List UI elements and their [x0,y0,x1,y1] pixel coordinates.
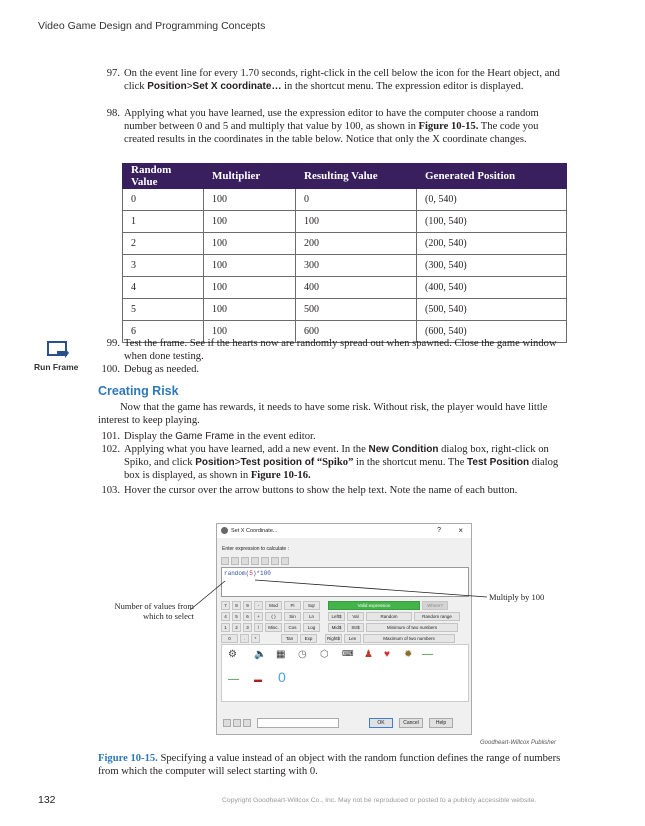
header-resulting-value: Resulting Value [296,164,417,189]
menu-set-x: Set X coordinate… [192,81,282,93]
header-random-value: Random Value [123,164,204,189]
key[interactable]: * [251,634,260,643]
key[interactable]: 8 [232,601,241,610]
key[interactable]: 3 [243,623,252,632]
gears-icon[interactable]: ⚙ [228,649,237,660]
step-number: 99. [106,338,120,349]
menu-position: Position [195,457,235,469]
text: Applying what you have learned, use the expression editor to have the computer choose a random number between 0 and 5 and multiply that value by 100, as shown in [124,108,539,133]
key[interactable]: Left$ [328,612,345,621]
key[interactable]: 0 [221,634,238,643]
cell: 100 [296,211,417,233]
where-button[interactable]: Where? [422,601,448,610]
text: Applying what you have learned, add a new event. In the [124,444,369,455]
speaker-icon[interactable]: 🔈 [254,649,267,660]
cell: (400, 540) [417,277,567,299]
create-object-icon[interactable]: ⬡ [320,649,329,660]
figure-ref: Figure 10-15. [418,121,479,133]
cell: (300, 540) [417,255,567,277]
score-icon[interactable]: ▬ [254,675,262,684]
text: dialog box, right-click on Spiko, and click [124,444,549,469]
key[interactable]: . [240,634,249,643]
cell: (600, 540) [417,321,567,343]
menu-separator: > [234,457,241,469]
cell: 100 [204,255,296,277]
ground-icon[interactable]: ‒‒ [422,649,434,660]
step-text: Test the frame. See if the hearts now are randomly spread out when spawned. Close the game window when done testing. [124,338,557,363]
cell: 1 [123,211,204,233]
cell: 5 [123,299,204,321]
figure-ref: Figure 10-16. [250,470,311,482]
key[interactable]: Exp [300,634,317,643]
text: in the event editor. [234,431,316,442]
expr-multiplier: )*100 [252,570,271,577]
key[interactable]: 1 [221,623,230,632]
copyright-notice: Copyright Goodheart-Willcox Co., Inc. May not be reproduced or posted to a publicly accessible website. [222,797,537,804]
text: in the shortcut menu. The [353,457,468,469]
dialog-name: Test Position [467,457,530,469]
key[interactable]: Val [347,612,364,621]
close-icon[interactable]: × [458,526,463,535]
cell: (200, 540) [417,233,567,255]
key[interactable]: 2 [232,623,241,632]
header-multiplier: Multiplier [204,164,296,189]
platform-icon[interactable]: ‒‒ [228,674,240,685]
dialog-name: New Condition [368,444,439,455]
callout-number-of-values: Number of values from which to select [114,601,194,621]
caption-text: Specifying a value instead of an object with the random function defines the range of numbers from which the computer will select starting with 0. [98,753,561,778]
expr-function: random( [224,570,250,577]
key[interactable]: Right$ [326,636,340,641]
keyboard-icon[interactable]: ⌨ [342,649,354,658]
figure-credit: Goodheart-Willcox Publisher [480,740,556,746]
text: Display the [124,431,176,442]
key[interactable]: Sin [284,612,301,621]
cell: 3 [123,255,204,277]
cell: 2 [123,233,204,255]
cell: 4 [123,277,204,299]
cell: 200 [296,233,417,255]
text: in the shortcut menu. The expression editor is displayed. [281,81,524,93]
cell: 100 [204,277,296,299]
menu-separator: > [186,81,193,93]
text: On the event line for every 1.70 seconds, right-click in the cell below the icon for the Heart object, and click [124,68,560,93]
step-text: Debug as needed. [124,364,200,375]
step-text: Hover the cursor over the arrow buttons to show the help text. Note the name of each button. [124,485,518,496]
key[interactable]: Tan [281,634,298,643]
key[interactable]: Len [344,634,361,643]
heart-icon[interactable]: ♥ [384,649,390,660]
running-head: Video Game Design and Programming Concepts [38,20,266,32]
key[interactable]: 5 [232,612,241,621]
cell: 100 [204,321,296,343]
key[interactable]: 9 [243,601,252,610]
cell: 100 [204,189,296,211]
cell: 400 [296,277,417,299]
key[interactable]: Cos [284,623,301,632]
key[interactable]: - [254,601,263,610]
key[interactable]: Ln [303,612,320,621]
frame-name: Game Frame [175,431,235,442]
key[interactable]: Str$ [347,623,364,632]
cancel-button[interactable]: Cancel [399,718,423,728]
cell: 100 [204,299,296,321]
callout-line-left [190,581,225,610]
header-generated-position: Generated Position [417,164,567,189]
text: dialog box is displayed, as shown in [124,457,559,482]
ok-button[interactable]: OK [369,718,393,728]
cell: 0 [296,189,417,211]
caption-label: Figure 10-15. [98,753,158,764]
cell: 6 [123,321,204,343]
counter-icon[interactable]: 0 [278,669,286,685]
section-title: Creating Risk [98,384,179,398]
random-button[interactable]: Random [366,612,412,621]
menu-position: Position [147,81,187,93]
minimum-button[interactable]: Minimum of two numbers [366,623,458,632]
key[interactable]: + [254,612,263,621]
step-number: 102. [101,444,120,455]
key[interactable]: 6 [243,612,252,621]
cell: (500, 540) [417,299,567,321]
valid-expression-indicator: Valid expression [328,601,420,610]
callout-line-right [255,580,487,597]
key[interactable]: 4 [221,612,230,621]
menu-test-position: Test position of [240,457,315,469]
cell: 100 [204,211,296,233]
key[interactable]: Misc. [265,623,282,632]
key[interactable]: Mod [265,601,282,610]
storyboard-icon[interactable]: ▦ [276,649,286,660]
dialog-title: Set X Coordinate... [231,528,278,534]
key[interactable]: 7 [221,601,230,610]
help-icon[interactable]: ? [437,527,441,534]
key[interactable]: Pi [284,601,301,610]
cell: (0, 540) [417,189,567,211]
key[interactable]: ( ) [265,612,282,621]
cell: (100, 540) [417,211,567,233]
timer-icon[interactable]: ◷ [298,649,307,660]
callout-multiply: Multiply by 100 [489,592,545,602]
text: The code you created results in the coordinates in the table below. Notice that only the X coordinate changes. [124,121,539,146]
step-number: 103. [101,485,120,496]
spiko-icon[interactable]: ✹ [404,649,413,660]
maximum-button[interactable]: Maximum of two numbers [363,634,455,643]
help-button[interactable]: Help [429,718,453,728]
key[interactable]: / [254,623,263,632]
expression-prompt: Enter expression to calculate : [222,546,289,552]
step-number: 101. [101,431,120,442]
step-number: 97. [106,68,120,79]
cell: 100 [204,233,296,255]
figure-caption [98,752,566,778]
key[interactable]: Mid$ [328,623,345,632]
cell: 0 [123,189,204,211]
cell: 300 [296,255,417,277]
joystick-icon[interactable]: ♟ [364,649,373,660]
random-range-button[interactable]: Random range [414,612,460,621]
cell: 600 [296,321,417,343]
run-frame-label: Run Frame [34,362,79,372]
key[interactable]: Sqr [303,601,320,610]
expr-argument: 5 [249,570,253,577]
step-number: 98. [106,108,120,119]
cell: 500 [296,299,417,321]
key[interactable]: Log [303,623,320,632]
step-number: 100. [101,364,120,375]
object-name: “Spiko” [314,457,354,469]
intro-paragraph: Now that the game has rewards, it needs to have some risk. Without risk, the player would have little interest to keep playing. [98,402,548,427]
page-number: 132 [38,794,56,806]
